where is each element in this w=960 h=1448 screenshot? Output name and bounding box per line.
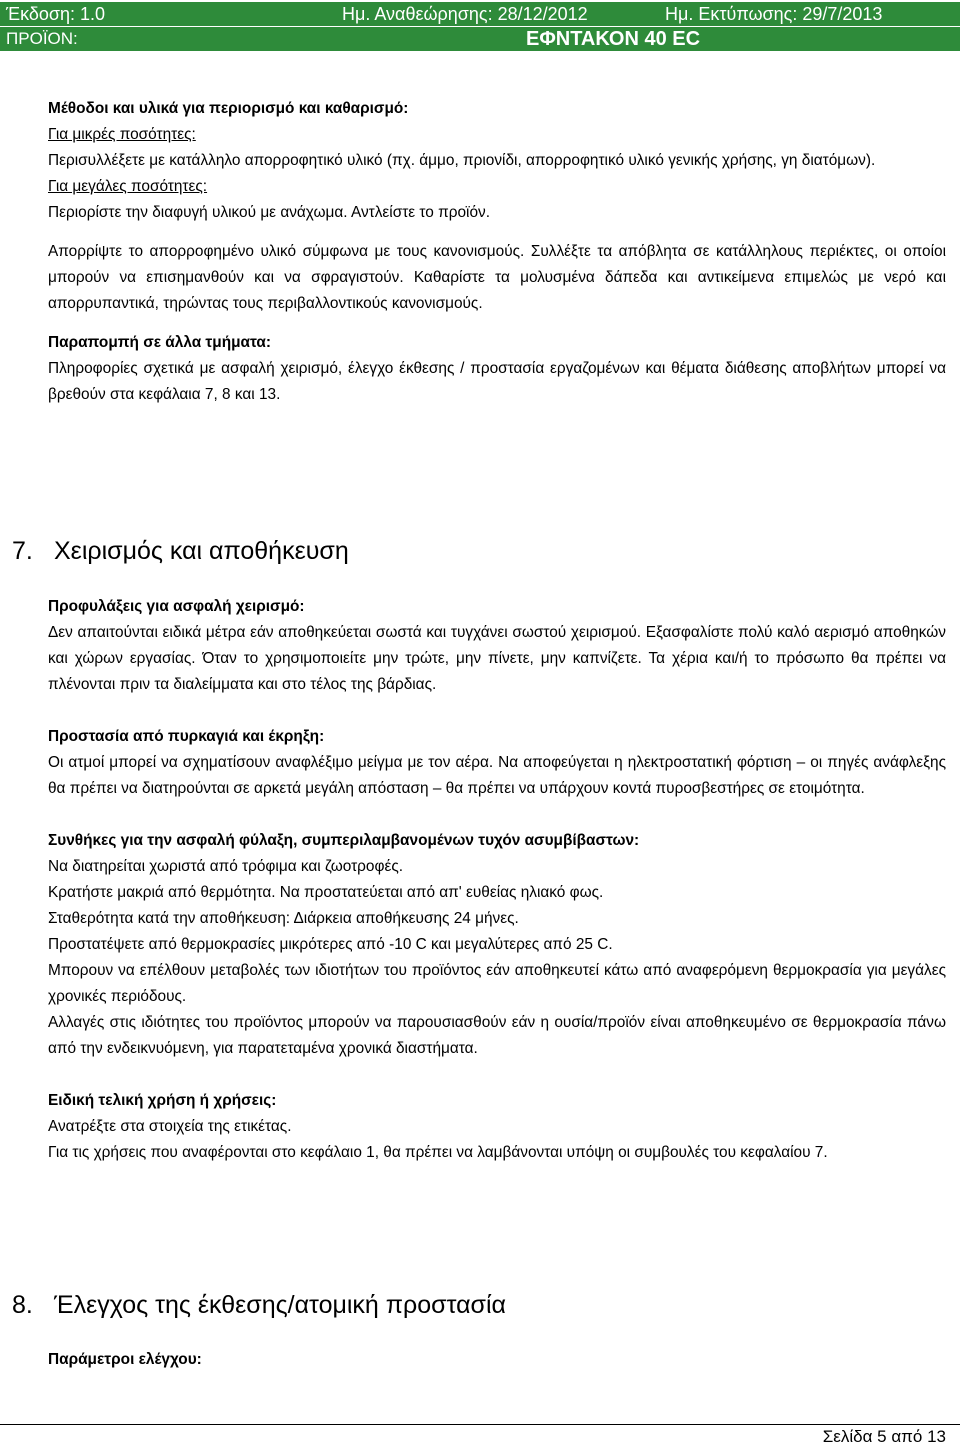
storage-heading: Συνθήκες για την ασφαλή φύλαξη, συμπεριλαμβανομένων τυχόν ασυμβίβαστων: <box>48 832 640 849</box>
fire-heading: Προστασία από πυρκαγιά και έκρηξη: <box>48 728 325 745</box>
page-number: Σελίδα 5 από 13 <box>822 1427 946 1446</box>
fire-text: Οι ατμοί μπορεί να σχηματίσουν αναφλέξιμο μείγμα με τον αέρα. Να αποφεύγεται η ηλεκτροστατική φόρτιση – οι πηγές ανάφλεξης θα πρέπει να διατηρούνται σε αρκετά μεγάλη απόσταση – θα πρέπει να υπάρχουν κοντά πυροσβεστήρες σε ετοιμότητα. <box>48 754 946 797</box>
storage-line: Προστατέψετε από θερμοκρασίες μικρότερες από -10 C και μεγαλύτερες από 25 C. <box>48 936 613 953</box>
precautions-text: Δεν απαιτούνται ειδικά μέτρα εάν αποθηκεύεται σωστά και τυγχάνει σωστού χειρισμού. Εξασφαλίστε πολύ καλό αερισμό αποθηκών και χώρων εργασίας. Όταν το χρησιμοποιείτε μην τρώτε, μην πίνετε, μην καπνίζετε. Τα χέρια και/ή το πρόσωπο θα πρέπει να πλένονται πριν τα διαλείμματα και στο τέλος της βάρδιας. <box>48 624 946 693</box>
reference-text: Πληροφορίες σχετικά με ασφαλή χειρισμό, έλεγχο έκθεσης / προστασία εργαζομένων και θέματα διάθεσης αποβλήτων μπορεί να βρεθούν στα κεφάλαια 7, 8 και 13. <box>48 360 946 403</box>
end-use-line: Ανατρέξτε στα στοιχεία της ετικέτας. <box>48 1118 292 1135</box>
product-label: ΠΡΟΪΟΝ: <box>6 29 78 48</box>
disposal-text: Απορρίψτε το απορροφημένο υλικό σύμφωνα με τους κανονισμούς. Συλλέξτε τα απόβλητα σε κατάλληλους περιέκτες, οι οποίοι μπορούν να επισημανθούν και να σφραγιστούν. Καθαρίστε τα μολυσμένα δάπεδα και αντικείμενα επιμελώς με νερό και απορρυπαντικά, τηρώντας τους περιβαλλοντικούς κανονισμούς. <box>48 243 946 312</box>
product-name: ΕΦΝΤΑΚΟΝ 40 EC <box>526 28 701 50</box>
section-8-title <box>12 1289 506 1321</box>
large-quantities-label: Για μεγάλες ποσότητες: <box>48 178 208 195</box>
section-7-title <box>12 535 349 567</box>
section-7-number: 7. <box>12 537 33 565</box>
storage-line: Μπορουν να επέλθουν μεταβολές των ιδιοτήτων του προϊόντος εάν αποθηκευτεί κάτω από αναφερόμενη θερμοκρασία για μεγάλες χρονικές περιόδους. <box>48 962 946 1005</box>
end-use-heading: Ειδική τελική χρήση ή χρήσεις: <box>48 1092 277 1109</box>
end-use-line: Για τις χρήσεις που αναφέρονται στο κεφάλαιο 1, θα πρέπει να λαμβάνονται υπόψη οι συμβουλές του κεφαλαίου 7. <box>48 1144 828 1161</box>
section-8-title-text: Έλεγχος της έκθεσης/ατομική προστασία <box>54 1291 506 1319</box>
section-8-body <box>48 1347 946 1373</box>
control-params-heading: Παράμετροι ελέγχου: <box>48 1351 202 1368</box>
precautions-heading: Προφυλάξεις για ασφαλή χειρισμό: <box>48 598 305 615</box>
containment-heading: Μέθοδοι και υλικά για περιορισμό και καθαρισμό: <box>48 100 409 117</box>
storage-line: Αλλαγές στις ιδιότητες του προϊόντος μπορούν να παρουσιασθούν εάν η ουσία/προϊόν είναι αποθηκευμένο σε θερμοκρασία πάνω από την ενδεικνυόμενη, για παρατεταμένα χρονικά διαστήματα. <box>48 1014 946 1057</box>
section-7-body <box>48 594 946 1166</box>
revision-date: Ημ. Αναθεώρησης: 28/12/2012 <box>342 4 588 24</box>
section-8-number: 8. <box>12 1291 33 1319</box>
edition-label: Έκδοση: 1.0 <box>6 4 106 24</box>
document-body <box>48 96 946 408</box>
reference-heading: Παραπομπή σε άλλα τμήματα: <box>48 334 272 351</box>
small-quantities-label: Για μικρές ποσότητες: <box>48 126 196 143</box>
header-bar-product <box>0 27 960 51</box>
header-bar-dates <box>0 2 960 26</box>
storage-line: Σταθερότητα κατά την αποθήκευση: Διάρκεια αποθήκευσης 24 μήνες. <box>48 910 519 927</box>
footer-rule <box>0 1424 960 1425</box>
print-date: Ημ. Εκτύπωσης: 29/7/2013 <box>665 4 883 24</box>
small-quantities-text: Περισυλλέξετε με κατάλληλο απορροφητικό υλικό (πχ. άμμο, πριονίδι, απορροφητικό υλικό γενικής χρήσης, γη διατόμων). <box>48 152 876 169</box>
large-quantities-text: Περιορίστε την διαφυγή υλικού με ανάχωμα. Αντλείστε το προϊόν. <box>48 204 490 221</box>
section-7-title-text: Χειρισμός και αποθήκευση <box>54 537 349 565</box>
storage-line: Να διατηρείται χωριστά από τρόφιμα και ζωοτροφές. <box>48 858 404 875</box>
storage-line: Κρατήστε μακριά από θερμότητα. Να προστατεύεται από απ' ευθείας ηλιακό φως. <box>48 884 604 901</box>
